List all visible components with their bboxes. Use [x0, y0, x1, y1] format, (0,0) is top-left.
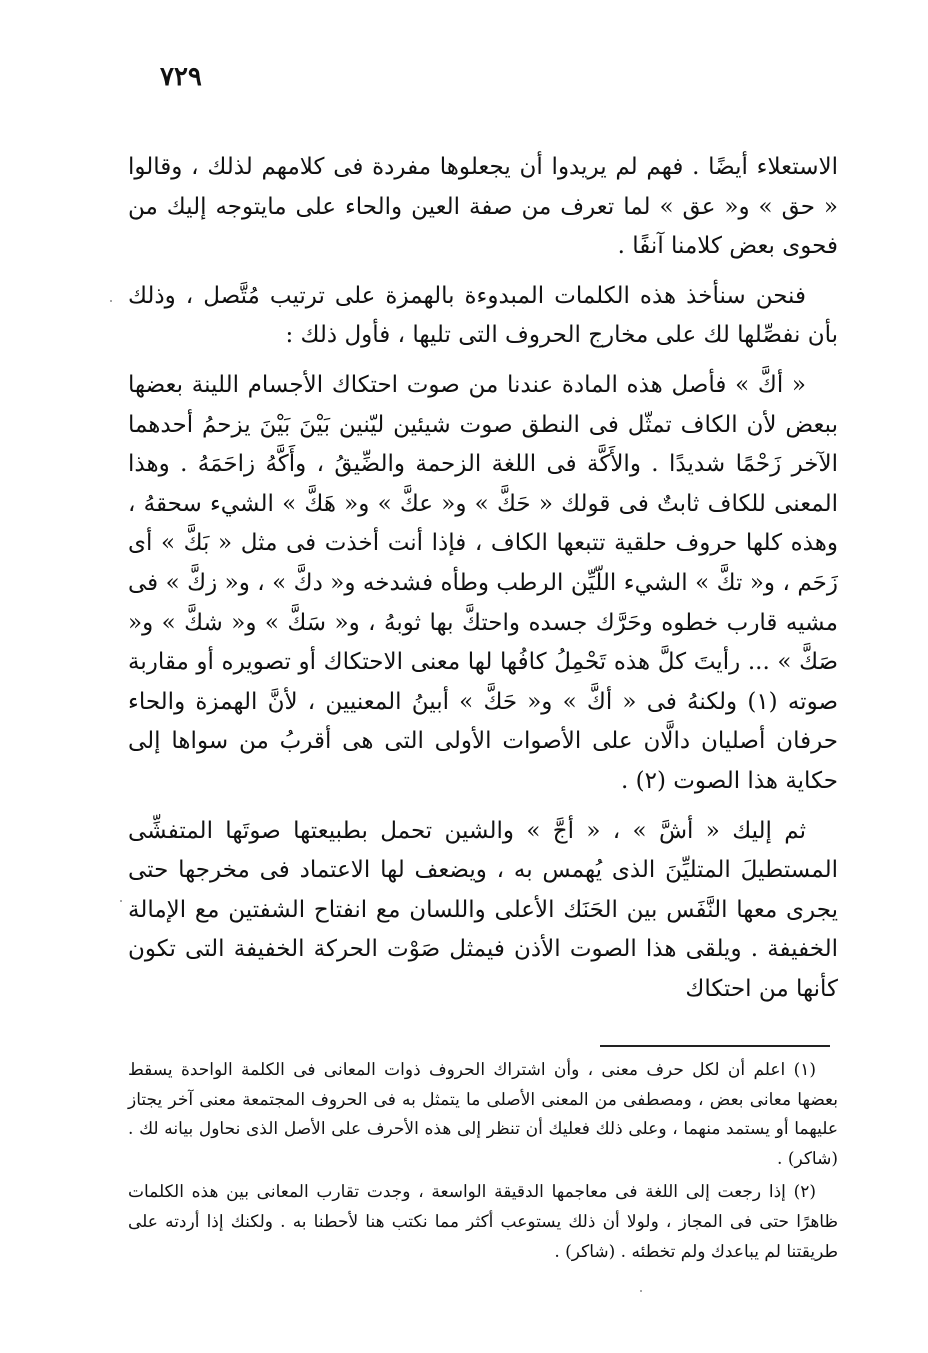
footnote: (١) اعلم أن لكل حرف معنى ، وأن اشتراك الحروف ذوات المعانى فى الكلمة الواحدة يسقط بعضها معانى بعض ، ومصطفى من المعنى الأصلى ما يتمثل به فى الحروف المجتمعة معنى آخر يجتاز عليهما أو يستمد منهما ، وعلى ذلك فعليك أن تنظر إلى هذه الأحرف على الأصل الذى نحاول بيانه لك . (شاكر) . [128, 1060, 838, 1169]
paragraph: « أكَّ » فأصل هذه المادة عندنا من صوت احتكاك الأجسام اللينة بعضها ببعض لأن الكاف تمثّل فى النطق صوت شيئين ليّنين بَيْنَ بَيْنَ يزحمُ أحدهما الآخر زَحْمًا شديدًا . والأَكَّة فى اللغة الزحمة والضِّيقُ ، وأَكَّهُ زاحَمَهُ . وهذا المعنى للكاف ثابتٌ فى قولك « حَكَّ » و« عكَّ » و« هَكَّ » الشيء سحقهُ ، وهذه كلها حروف حلقية تتبعها الكاف ، فإذا أنت أخذت فى مثل « بَكَّ » أى زَحَم ، و« تكَّ » الشيء اللّيِّن الرطب وطأه فشدخه و« دكَّ » ، و« زكَّ » فى مشيه قارب خطوه وحَرَّك جسده واحتكَّ بها ثوبهُ ، و« سَكَّ » و« شكَّ » و« صَكَّ » ... رأيتَ كلَّ هذه تَحْمِلُ كافُها لها معنى الاحتكاك أو تصويره أو مقاربة صوته (١) ولكنهُ فى « أكَّ » و« حَكَّ » أبينُ المعنيين ، لأنَّ الهمزة والحاء حرفان أصليان دالَّان على الأصوات الأولى التى هى أقربُ من سواها إلى حكاية هذا الصوت (٢) . [128, 371, 838, 794]
paragraph: الاستعلاء أيضًا . فهم لم يريدوا أن يجعلوها مفردة فى كلامهم لذلك ، وقالوا « حق » و« عق » لما تعرف من صفة العين والحاء على مايتوجه إليك من فحوى بعض كلامنا آنفًا . [128, 154, 838, 260]
paragraph: ثم إليك « أشَّ » ، « أجَّ » والشين تحمل بطبيعتها صوتَها المتفشِّى المستطيلَ المتليِّنَ الذى يُهمس به ، ويضعف لها الاعتماد فى مخرجها حتى يجرى معها النَّفَس بين الحَنَك الأعلى واللسان مع انفتاح الشفتين مع الإمالة الخفيفة . ويلقى هذا الصوت الأذن فيمثل صَوْت الحركة الخفيفة التى تكون كأنها من احتكاك [128, 817, 838, 1002]
paragraph: فنحن سنأخذ هذه الكلمات المبدوءة بالهمزة على ترتيب مُتَّصل ، وذلك بأن نفصِّلها لك على مخارج الحروف التى تليها ، فأول ذلك : [128, 282, 838, 349]
footnote-divider [600, 1045, 830, 1047]
footnote: (٢) إذا رجعت إلى اللغة فى معاجمها الدقيقة الواسعة ، وجدت تقارب المعانى بين هذه الكلمات ظاهرًا حتى فى المجاز ، ولولا أن ذلك يستوعب أكثر مما نكتب هنا لأحطنا به . ولكنك إذا أردته على طريقتنا لم يباعدك ولم تخطئه . (شاكر) . [128, 1182, 838, 1262]
scan-speck [120, 900, 122, 902]
scan-speck [640, 1290, 642, 1292]
scan-speck [110, 300, 112, 302]
body-text [128, 148, 838, 1019]
footnotes [128, 1056, 838, 1271]
page-number: ٧٢٩ [160, 62, 202, 92]
